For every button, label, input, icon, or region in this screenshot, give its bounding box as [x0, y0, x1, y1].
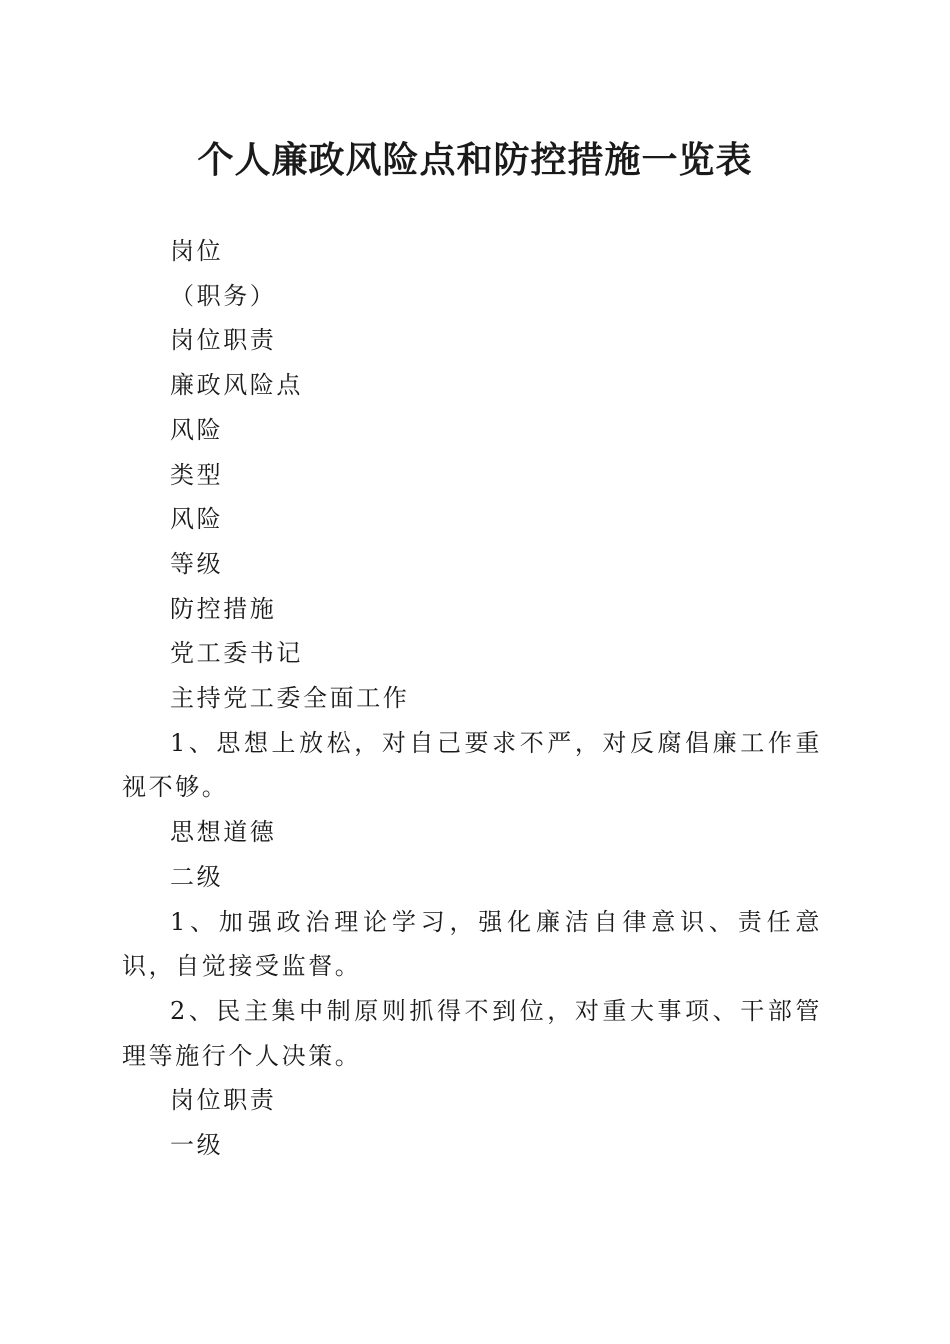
paragraph-risk-2: 风险 [170, 505, 224, 534]
paragraph-risk: 风险 [170, 415, 224, 444]
paragraph-party-secretary: 党工委书记 [170, 639, 303, 668]
paragraph-level-one: 一级 [170, 1131, 224, 1160]
paragraph-job-responsibility-2: 岗位职责 [170, 1086, 277, 1115]
paragraph-job-responsibility: 岗位职责 [170, 326, 277, 355]
paragraph-type: 类型 [170, 460, 224, 489]
paragraph-overall-work: 主持党工委全面工作 [170, 684, 410, 713]
paragraph-risk-point: 廉政风险点 [170, 371, 303, 400]
paragraph-duty-title: （职务） [170, 281, 277, 310]
paragraph-position: 岗位 [170, 237, 224, 265]
paragraph-control-measures: 防控措施 [170, 594, 277, 623]
paragraph-level-two: 二级 [170, 862, 224, 891]
paragraph-ideology-morality: 思想道德 [170, 818, 277, 847]
paragraph-risk-item-2: 2、民主集中制原则抓得不到位，对重大事项、干部管理等施行个人决策。 [122, 996, 822, 1070]
paragraph-measure-item-1: 1、加强政治理论学习，强化廉洁自律意识、责任意识，自觉接受监督。 [122, 907, 822, 981]
document-title: 个人廉政风险点和防控措施一览表 [197, 139, 753, 181]
document-body [122, 229, 822, 1168]
paragraph-level: 等级 [170, 549, 224, 578]
paragraph-risk-item-1: 1、思想上放松，对自己要求不严，对反腐倡廉工作重视不够。 [122, 728, 822, 802]
